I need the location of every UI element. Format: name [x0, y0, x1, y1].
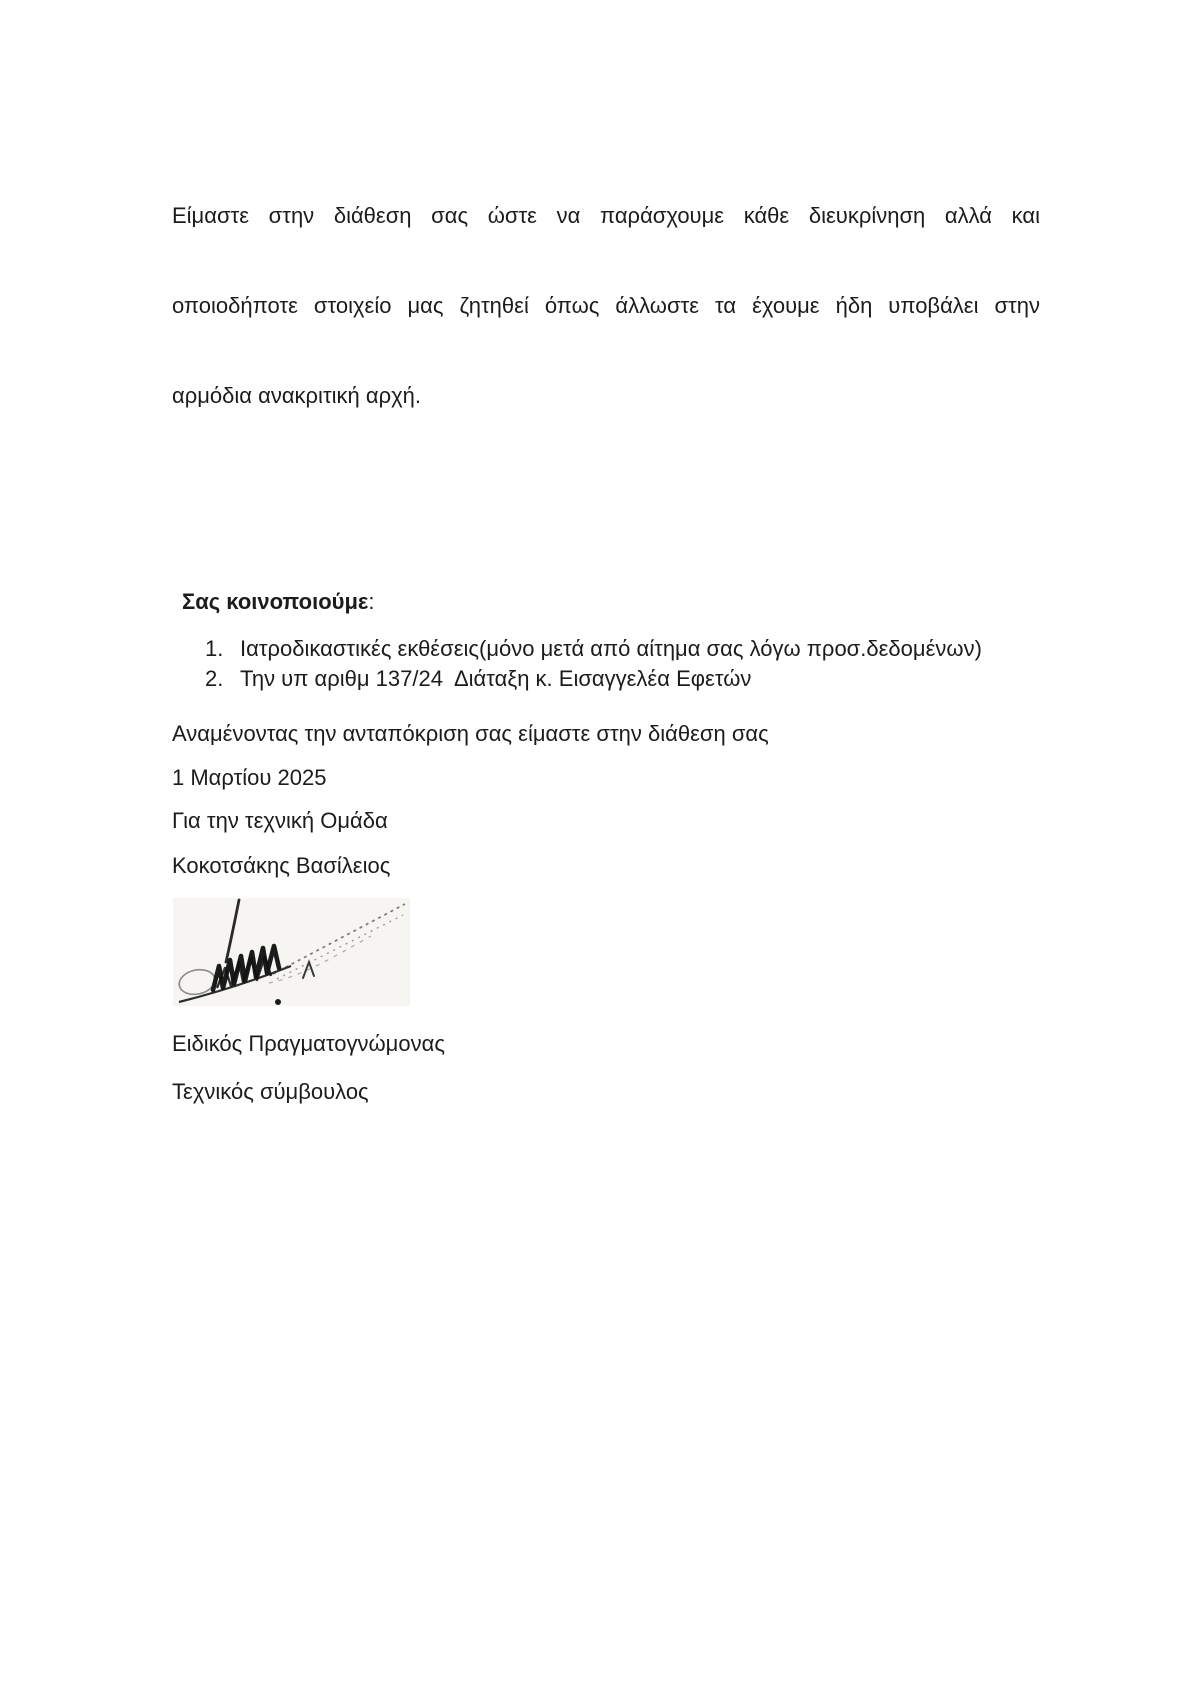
date-line: 1 Μαρτίου 2025	[172, 765, 327, 790]
list-item-number: 2.	[205, 666, 224, 691]
list-item-text: Ιατροδικαστικές εκθέσεις(μόνο μετά από αίτημα σας λόγω προσ.δεδομένων)	[240, 636, 982, 661]
intro-line-2: οποιοδήποτε στοιχείο μας ζητηθεί όπως άλλωστε τα έχουμε ήδη υποβάλει στην	[172, 293, 1040, 318]
list-item	[172, 664, 1040, 694]
signer-name: Κοκοτσάκης Βασίλειος	[172, 853, 391, 878]
handwritten-signature-icon	[173, 898, 410, 1006]
notify-heading	[172, 587, 1040, 617]
role-line-1: Ειδικός Πραγματογνώμονας	[172, 1031, 445, 1056]
intro-line-1: Είμαστε στην διάθεση σας ώστε να παράσχουμε κάθε διευκρίνηση αλλά και	[172, 203, 1040, 228]
signature-image	[173, 898, 410, 1006]
list-item	[172, 634, 1040, 664]
notify-heading-text: Σας κοινοποιούμε	[182, 589, 369, 614]
closing-line: Αναμένοντας την ανταπόκριση σας είμαστε στην διάθεση σας	[172, 721, 769, 746]
intro-paragraph	[172, 141, 1040, 471]
list-item-text: Την υπ αριθμ 137/24 Διάταξη κ. Εισαγγελέα Εφετών	[240, 666, 752, 691]
notify-list	[172, 634, 1040, 694]
intro-line-3: αρμόδια ανακριτική αρχή.	[172, 383, 422, 408]
list-item-number: 1.	[205, 636, 224, 661]
role-line-2: Τεχνικός σύμβουλος	[172, 1079, 369, 1104]
team-line: Για την τεχνική Ομάδα	[172, 808, 388, 833]
notify-heading-colon: :	[368, 589, 375, 614]
